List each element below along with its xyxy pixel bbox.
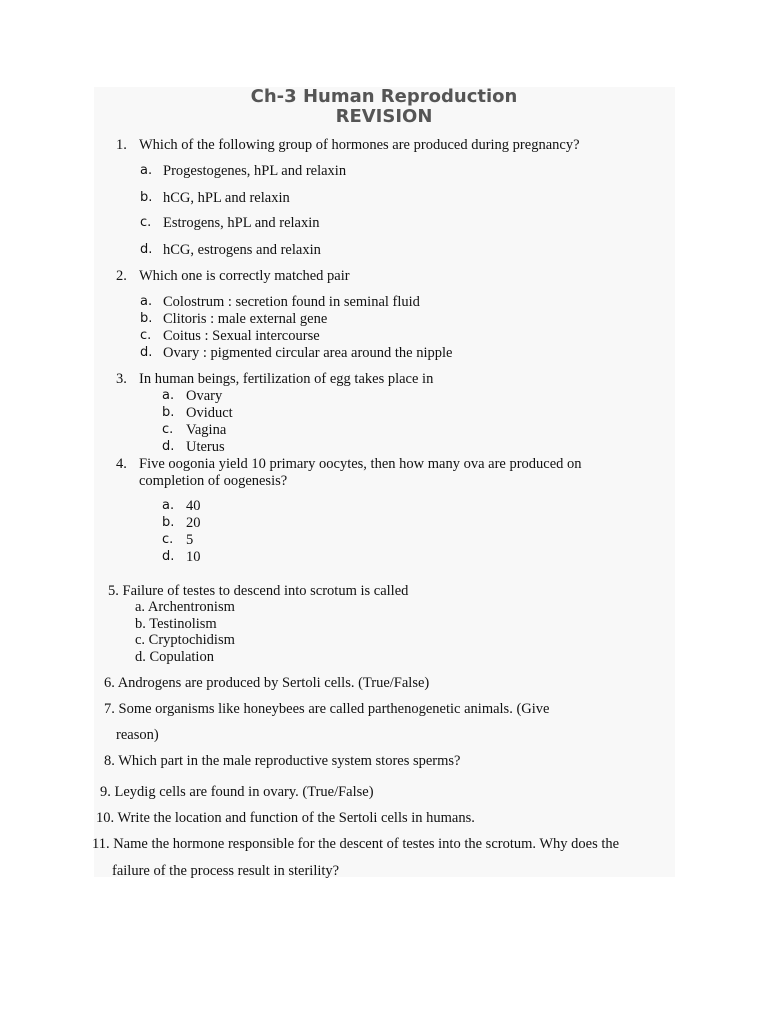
- question-text: 7. Some organisms like honeybees are called parthenogenetic animals. (Give: [104, 701, 550, 717]
- option-text: Ovary: [186, 388, 223, 404]
- option-marker: b.: [140, 311, 153, 326]
- option-text: Ovary : pigmented circular area around the nipple: [163, 345, 453, 361]
- option-marker: c.: [162, 532, 174, 547]
- question-number: 3.: [116, 371, 127, 387]
- option-marker: b.: [162, 515, 175, 530]
- option-marker: c.: [140, 328, 152, 343]
- option-text: b. Testinolism: [135, 616, 217, 632]
- option-text: hCG, estrogens and relaxin: [163, 242, 321, 258]
- option-marker: c.: [140, 215, 152, 230]
- question-text: 9. Leydig cells are found in ovary. (True/False): [100, 784, 374, 800]
- option-text: 10: [186, 549, 201, 565]
- option-text: Coitus : Sexual intercourse: [163, 328, 320, 344]
- question-text: 5. Failure of testes to descend into scrotum is called: [108, 583, 409, 599]
- question-text: Five oogonia yield 10 primary oocytes, then how many ova are produced on: [139, 456, 582, 472]
- option-text: Uterus: [186, 439, 225, 455]
- option-marker: a.: [162, 498, 175, 513]
- option-marker: d.: [140, 345, 153, 360]
- option-text: d. Copulation: [135, 649, 214, 665]
- question-text: Which one is correctly matched pair: [139, 268, 350, 284]
- option-marker: d.: [162, 439, 175, 454]
- option-text: 40: [186, 498, 201, 514]
- question-text: Which of the following group of hormones are produced during pregnancy?: [139, 137, 580, 153]
- question-number: 1.: [116, 137, 127, 153]
- option-text: Colostrum : secretion found in seminal fluid: [163, 294, 420, 310]
- option-text: 5: [186, 532, 194, 548]
- question-number: 4.: [116, 456, 127, 472]
- question-number: 2.: [116, 268, 127, 284]
- page-subtitle: REVISION: [335, 106, 433, 127]
- option-text: Progestogenes, hPL and relaxin: [163, 163, 347, 179]
- option-marker: c.: [162, 422, 174, 437]
- option-text: hCG, hPL and relaxin: [163, 190, 290, 206]
- question-text: failure of the process result in sterility?: [112, 863, 340, 879]
- option-marker: b.: [140, 190, 153, 205]
- question-text: 11. Name the hormone responsible for the descent of testes into the scrotum. Why does the: [92, 836, 620, 852]
- option-text: c. Cryptochidism: [135, 632, 235, 648]
- question-text: In human beings, fertilization of egg takes place in: [139, 371, 434, 387]
- option-text: Estrogens, hPL and relaxin: [163, 215, 320, 231]
- question-text: 8. Which part in the male reproductive system stores sperms?: [104, 753, 461, 769]
- question-text: completion of oogenesis?: [139, 473, 288, 489]
- page-title: Ch-3 Human Reproduction: [250, 86, 518, 107]
- option-text: 20: [186, 515, 201, 531]
- question-text: reason): [116, 727, 159, 743]
- option-marker: d.: [140, 242, 153, 257]
- question-text: 10. Write the location and function of the Sertoli cells in humans.: [96, 810, 475, 826]
- option-text: Clitoris : male external gene: [163, 311, 328, 327]
- option-marker: a.: [140, 294, 153, 309]
- question-text: 6. Androgens are produced by Sertoli cells. (True/False): [104, 675, 430, 691]
- option-text: a. Archentronism: [135, 599, 235, 615]
- option-marker: b.: [162, 405, 175, 420]
- option-text: Vagina: [186, 422, 227, 438]
- option-marker: d.: [162, 549, 175, 564]
- option-marker: a.: [140, 163, 153, 178]
- option-text: Oviduct: [186, 405, 233, 421]
- option-marker: a.: [162, 388, 175, 403]
